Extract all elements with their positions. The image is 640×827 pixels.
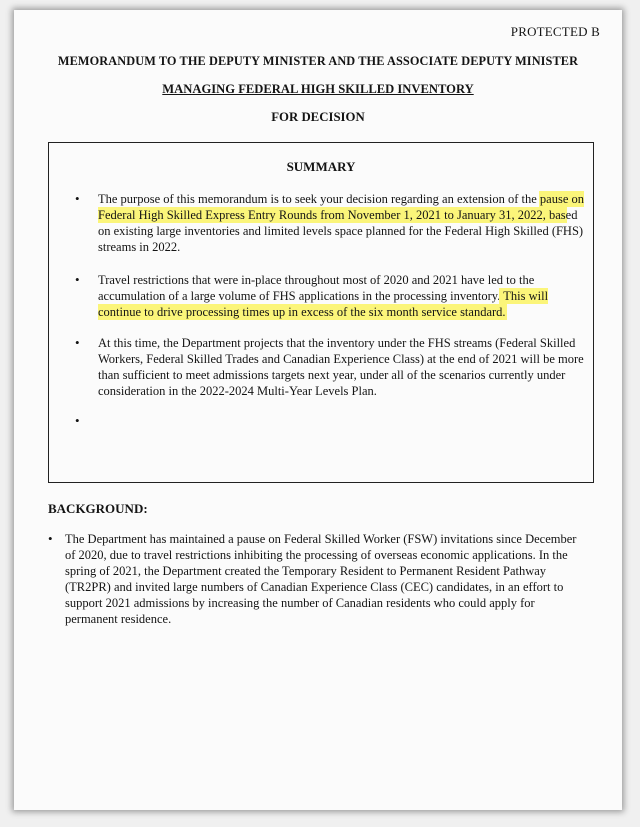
memo-purpose: FOR DECISION <box>271 110 365 124</box>
highlighted-text: This will continue to drive processing times up in excess of the six month service standard. <box>98 289 549 319</box>
highlighted-text: pause on Federal High Skilled Express Entry Rounds from November 1, 2021 to January 31, 2022, bas <box>98 192 585 222</box>
summary-box <box>48 142 594 483</box>
bullet-icon: • <box>75 413 80 428</box>
summary-heading: SUMMARY <box>286 159 356 174</box>
summary-bullet-text: At this time, the Department projects that the inventory under the FHS streams (Federal Skilled Workers, Federal Skilled Trades and Canadian Experience Class) at the end of 2021 will be more than sufficient to meet admissions targets next year, under all of the scenarios currently under consideration in the 2022-2024 Multi-Year Levels Plan. <box>98 336 584 398</box>
classification-label: PROTECTED B <box>510 24 600 39</box>
bullet-icon: • <box>75 272 80 287</box>
memo-recipient-line: MEMORANDUM TO THE DEPUTY MINISTER AND THE ASSOCIATE DEPUTY MINISTER <box>57 54 579 68</box>
background-bullet-text: The Department has maintained a pause on Federal Skilled Worker (FSW) invitations since December of 2020, due to travel restrictions inhibiting the processing of overseas economic applications. In the spring of 2021, the Department created the Temporary Resident to Permanent Resident Pathway (TR2PR) and invited large numbers of Canadian Experience Class (CEC) candidates, in an effort to support 2021 admissions by increasing the number of Canadian residents who could apply for permanent residence. <box>65 532 577 626</box>
background-heading: BACKGROUND: <box>48 501 148 516</box>
bullet-icon: • <box>48 531 53 546</box>
memo-page <box>14 10 622 810</box>
summary-bullet-text: Travel restrictions that were in-place throughout most of 2020 and 2021 have led to the accumulation of a large volume of FHS applications in the processing inventory. This will continue to drive processing times up in excess of the six month service standard. <box>98 273 549 319</box>
bullet-icon: • <box>75 191 80 206</box>
summary-bullet-text: The purpose of this memorandum is to seek your decision regarding an extension of the pause on Federal High Skilled Express Entry Rounds from November 1, 2021 to January 31, 2022, based on existing large inventories and limited levels space planned for the Federal High Skilled (FHS) streams in 2022. <box>98 192 585 254</box>
bullet-icon: • <box>75 335 80 350</box>
memo-title: MANAGING FEDERAL HIGH SKILLED INVENTORY <box>162 82 474 96</box>
